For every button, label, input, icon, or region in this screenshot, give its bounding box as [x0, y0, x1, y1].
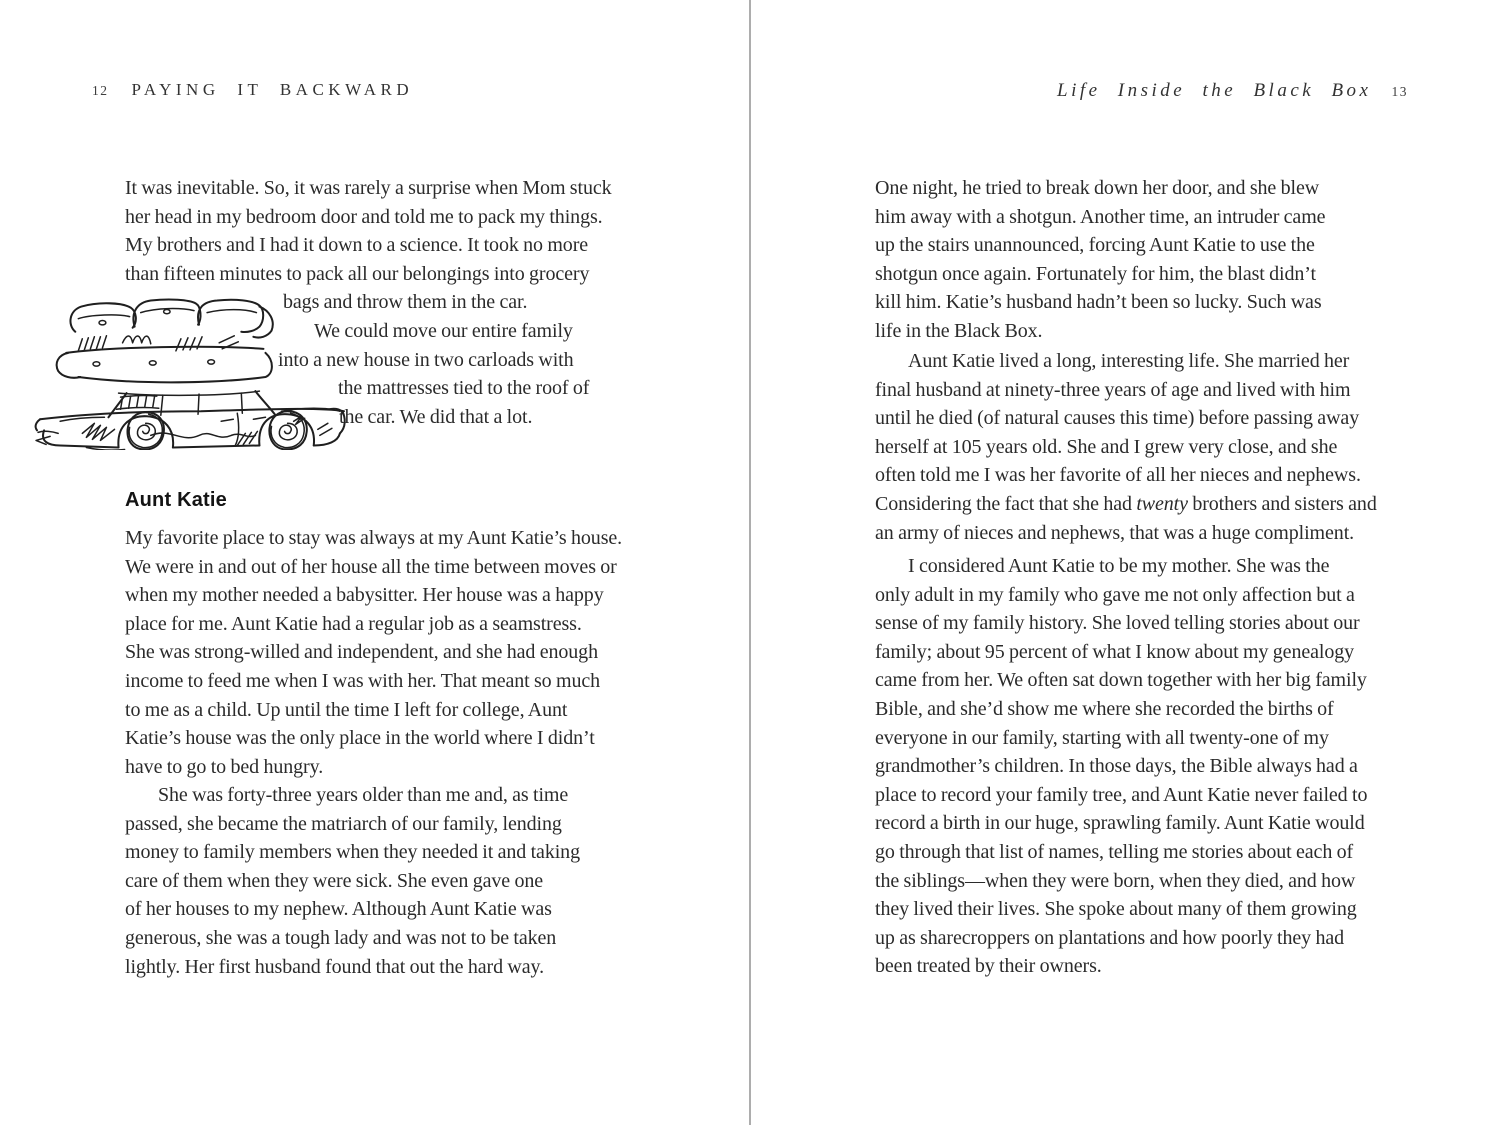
text-line: lightly. Her first husband found that out the hard way.: [125, 955, 544, 978]
text-line: generous, she was a tough lady and was not to be taken: [125, 926, 557, 949]
text-line: often told me I was her favorite of all her nieces and nephews.: [875, 464, 1361, 487]
text-line: It was inevitable. So, it was rarely a surprise when Mom stuck: [125, 177, 612, 199]
text-line: the mattresses tied to the roof of: [338, 377, 590, 400]
text-line: to me as a child. Up until the time I left for college, Aunt: [125, 698, 568, 721]
text-line: the car. We did that a lot.: [339, 405, 533, 428]
left-paragraph-matriarch: [125, 781, 715, 981]
left-running-head-title: PAYING IT BACKWARD: [131, 80, 414, 99]
text-line: She was strong-willed and independent, and she had enough: [125, 641, 598, 664]
text-line: have to go to bed hungry.: [125, 755, 324, 778]
text-line: care of them when they were sick. She even gave one: [125, 869, 544, 892]
text-line: only adult in my family who gave me not only affection but a: [875, 583, 1355, 606]
text-line: into a new house in two carloads with: [278, 348, 574, 371]
text-line: She was forty-three years older than me and, as time: [158, 784, 569, 806]
text-line: everyone in our family, starting with all twenty-one of my: [875, 726, 1329, 749]
left-page-number: 12: [92, 83, 109, 98]
text-line: been treated by their owners.: [875, 955, 1102, 978]
text-line: sense of my family history. She loved telling stories about our: [875, 612, 1360, 635]
text-line: than fifteen minutes to pack all our belongings into grocery: [125, 262, 590, 285]
text-line: go through that list of names, telling me stories about each of: [875, 840, 1354, 863]
text-line: until he died (of natural causes this time) before passing away: [875, 407, 1360, 430]
text-line: herself at 105 years old. She and I grew very close, and she: [875, 435, 1338, 458]
text-line: an army of nieces and nephews, that was a huge compliment.: [875, 521, 1355, 544]
right-page-number: 13: [1391, 84, 1408, 99]
text-line: record a birth in our huge, sprawling family. Aunt Katie would: [875, 812, 1365, 835]
text-line: grandmother’s children. In those days, the Bible always had a: [875, 755, 1358, 778]
text-line: life in the Black Box.: [875, 319, 1043, 342]
text-line: We were in and out of her house all the time between moves or: [125, 555, 617, 578]
text-line: family; about 95 percent of what I know about my genealogy: [875, 640, 1355, 663]
text-line: Bible, and she’d show me where she recorded the births of: [875, 697, 1334, 720]
text-line: shotgun once again. Fortunately for him, the blast didn’t: [875, 262, 1316, 285]
section-heading-aunt-katie: Aunt Katie: [125, 489, 227, 511]
text-line: up as sharecroppers on plantations and how poorly they had: [875, 926, 1345, 949]
text-line: place to record your family tree, and Aunt Katie never failed to: [875, 783, 1368, 806]
text-line: they lived their lives. She spoke about many of them growing: [875, 898, 1357, 921]
left-running-head: [92, 80, 413, 100]
text-line: money to family members when they needed it and taking: [125, 841, 580, 864]
right-running-head-title: Life Inside the Black Box: [1057, 80, 1372, 101]
right-paragraph-family-bible: [875, 552, 1465, 981]
page-gutter-divider: [749, 0, 751, 1125]
text-line: My brothers and I had it down to a science. It took no more: [125, 234, 589, 257]
text-line: of her houses to my nephew. Although Aunt Katie was: [125, 898, 552, 921]
text-line: up the stairs unannounced, forcing Aunt Katie to use the: [875, 234, 1315, 257]
left-paragraph-moving: [125, 174, 715, 431]
text-line: I considered Aunt Katie to be my mother. She was the: [908, 555, 1330, 577]
text-line: Considering the fact that she had twenty brothers and sisters and: [875, 492, 1377, 515]
text-line: One night, he tried to break down her door, and she blew: [875, 177, 1320, 199]
text-line: Katie’s house was the only place in the world where I didn’t: [125, 727, 595, 750]
text-line: Aunt Katie lived a long, interesting life. She married her: [908, 350, 1350, 372]
right-paragraph-long-life: [875, 347, 1465, 547]
right-running-head: [1057, 80, 1408, 102]
text-line: passed, she became the matriarch of our family, lending: [125, 812, 562, 835]
text-line: bags and throw them in the car.: [283, 291, 528, 314]
text-line: income to feed me when I was with her. That meant so much: [125, 669, 601, 692]
text-line: place for me. Aunt Katie had a regular job as a seamstress.: [125, 612, 582, 635]
text-line: her head in my bedroom door and told me to pack my things.: [125, 205, 603, 228]
text-line: came from her. We often sat down together with her big family: [875, 669, 1367, 692]
text-line: him away with a shotgun. Another time, an intruder came: [875, 205, 1326, 228]
right-paragraph-shotgun: [875, 174, 1465, 346]
text-line: My favorite place to stay was always at my Aunt Katie’s house.: [125, 527, 623, 549]
left-paragraph-favorite-place: [125, 524, 715, 781]
text-line: final husband at ninety-three years of age and lived with him: [875, 378, 1351, 401]
text-line: when my mother needed a babysitter. Her house was a happy: [125, 584, 604, 607]
text-line: the siblings—when they were born, when they died, and how: [875, 869, 1356, 892]
text-line: We could move our entire family: [314, 319, 573, 342]
text-line: kill him. Katie’s husband hadn’t been so lucky. Such was: [875, 291, 1322, 314]
